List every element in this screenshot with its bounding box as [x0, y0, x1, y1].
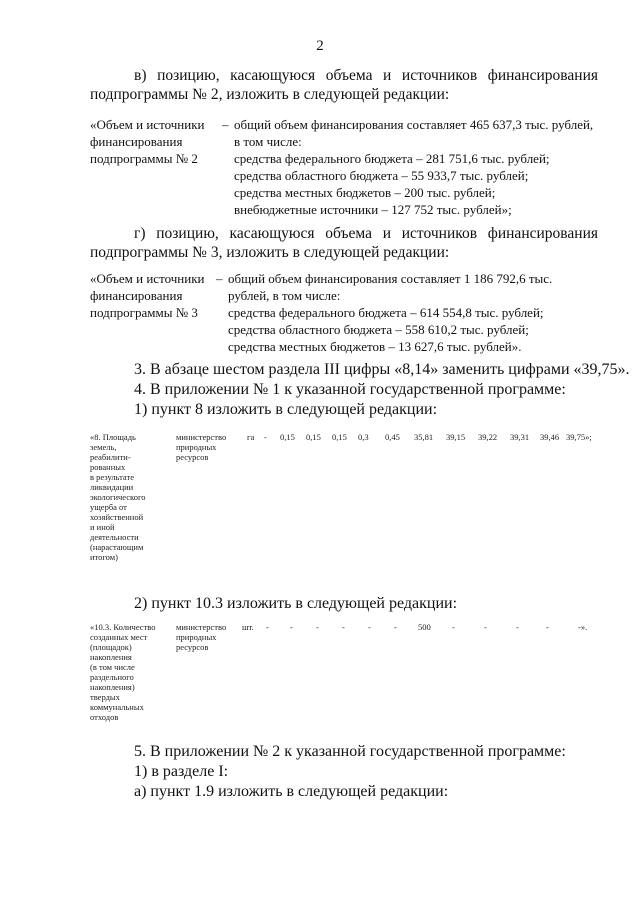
paragraph-g	[90, 224, 598, 262]
funding-label-3-line: «Объем и источники	[90, 271, 205, 286]
table-10-3-value: -	[316, 622, 319, 632]
table-10-3-unit: шт.	[242, 622, 254, 632]
table-8-value: 0,15	[332, 432, 347, 442]
table-10-3-value: -	[516, 622, 519, 632]
table-8-name	[90, 432, 146, 562]
table-8-ministry-line: министерство	[176, 432, 227, 442]
funding-text-2-line: средства областного бюджета – 55 933,7 тыс. рублей;	[234, 168, 529, 183]
item-3: 3. В абзаце шестом раздела III цифры «8,14» заменить цифрами «39,75».	[134, 361, 630, 378]
table-8-value: 39,15	[446, 432, 466, 442]
paragraph-g-line-1: г) позицию, касающуюся объема и источников финансирования	[134, 225, 598, 242]
funding-label-2-line: подпрограммы № 2	[90, 151, 198, 166]
table-8-value: 0,3	[358, 432, 369, 442]
table-8-value: 39,22	[478, 432, 498, 442]
table-10-3-ministry-line: министерство	[176, 622, 227, 632]
table-8-name-line: земель,	[90, 442, 117, 452]
table-10-3-name-line: «10.3. Количество	[90, 622, 156, 632]
table-8-value: 0,15	[306, 432, 321, 442]
funding-label-2-line: финансирования	[90, 134, 183, 149]
table-8-value: 39,31	[510, 432, 530, 442]
item-5: 5. В приложении № 2 к указанной государственной программе:	[134, 743, 566, 760]
item-5-1-a: а) пункт 1.9 изложить в следующей редакции:	[134, 783, 449, 800]
funding-text-3-line: рублей, в том числе:	[228, 288, 341, 303]
funding-text-2-line: внебюджетные источники – 127 752 тыс. рублей»;	[234, 202, 512, 217]
item-4-2: 2) пункт 10.3 изложить в следующей редакции:	[134, 595, 458, 612]
funding-text-2-line: в том числе:	[234, 134, 302, 149]
table-10-3-name-line: накопления)	[90, 682, 135, 692]
table-10-3-ministry-line: природных	[176, 632, 217, 642]
paragraph-g-line-2: подпрограммы № 3, изложить в следующей редакции:	[90, 244, 450, 261]
table-10-3-value: -	[484, 622, 487, 632]
table-10-3-name-line: твердых	[90, 692, 120, 702]
table-10-3-value: -	[342, 622, 345, 632]
table-8-values	[0, 432, 640, 444]
table-10-3-value: 500	[418, 622, 431, 632]
funding-text-3-line: средства федерального бюджета – 614 554,8 тыс. рублей;	[228, 305, 544, 320]
table-10-3-value: -	[266, 622, 269, 632]
table-10-3-name-line: коммунальных	[90, 702, 144, 712]
table-8-name-line: «8. Площадь	[90, 432, 136, 442]
funding-text-3-line: общий объем финансирования составляет 1 186 792,6 тыс.	[228, 271, 553, 286]
table-8-name-line: рованных	[90, 462, 126, 472]
funding-label-3-line: подпрограммы № 3	[90, 305, 198, 320]
table-10-3-ministry-line: ресурсов	[176, 642, 209, 652]
table-8-name-line: деятельности	[90, 532, 139, 542]
table-8-unit: га	[247, 432, 255, 442]
table-10-3-value: -	[368, 622, 371, 632]
table-8-name-line: и иной	[90, 522, 115, 532]
table-8-ministry-line: ресурсов	[176, 452, 209, 462]
table-8-name-line: в результате	[90, 472, 134, 482]
funding-text-2	[234, 116, 593, 218]
table-8-name-line: хозяйственной	[90, 512, 144, 522]
table-8-value: 39,75»;	[566, 432, 592, 442]
table-10-3-name-line: отходов	[90, 712, 119, 722]
funding-label-3	[90, 270, 204, 321]
table-10-3-values	[0, 622, 640, 634]
funding-text-3-line: средства местных бюджетов – 13 627,6 тыс. рублей».	[228, 339, 522, 354]
funding-dash-3: –	[216, 271, 223, 286]
table-10-3-value: -	[290, 622, 293, 632]
table-8-value: 0,15	[280, 432, 295, 442]
table-8-value: 0,45	[385, 432, 400, 442]
funding-text-2-line: средства местных бюджетов – 200 тыс. рублей;	[234, 185, 496, 200]
funding-text-3	[228, 270, 552, 355]
table-8-name-line: итогом)	[90, 552, 118, 562]
table-10-3-name-line: накопления	[90, 652, 132, 662]
funding-label-3-line: финансирования	[90, 288, 183, 303]
funding-dash-2: –	[222, 117, 229, 132]
table-8-value: 39,46	[540, 432, 560, 442]
table-10-3-name-line: раздельного	[90, 672, 134, 682]
paragraph-v	[90, 66, 598, 104]
table-8-name-line: экологического	[90, 492, 146, 502]
item-4: 4. В приложении № 1 к указанной государственной программе:	[134, 381, 566, 398]
table-10-3-name-line: (в том числе	[90, 662, 135, 672]
paragraph-v-line-1: в) позицию, касающуюся объема и источников финансирования	[134, 67, 598, 84]
table-8-ministry-line: природных	[176, 442, 217, 452]
funding-text-2-line: общий объем финансирования составляет 465 637,3 тыс. рублей,	[234, 117, 594, 132]
table-8-name-line: (нарастающим	[90, 542, 144, 552]
funding-text-3-line: средства областного бюджета – 558 610,2 тыс. рублей;	[228, 322, 529, 337]
item-5-1: 1) в разделе I:	[134, 763, 229, 780]
item-4-1: 1) пункт 8 изложить в следующей редакции:	[134, 401, 438, 418]
table-8-name-line: ликвидации	[90, 482, 134, 492]
table-10-3-value: -	[452, 622, 455, 632]
table-10-3-value: -	[394, 622, 397, 632]
table-10-3-name	[90, 622, 156, 722]
funding-label-2	[90, 116, 204, 167]
table-10-3-value: -	[546, 622, 549, 632]
table-8-value: 35,81	[414, 432, 434, 442]
table-8-name-line: ущерба от	[90, 502, 127, 512]
page-number: 2	[316, 38, 324, 54]
table-8-name-line: реабилити-	[90, 452, 131, 462]
funding-label-2-line: «Объем и источники	[90, 117, 205, 132]
table-10-3-value: -».	[578, 622, 588, 632]
table-10-3-name-line: (площадок)	[90, 642, 132, 652]
paragraph-v-line-2: подпрограммы № 2, изложить в следующей редакции:	[90, 86, 450, 103]
table-10-3-name-line: созданных мест	[90, 632, 148, 642]
table-8-value: -	[264, 432, 267, 442]
funding-text-2-line: средства федерального бюджета – 281 751,6 тыс. рублей;	[234, 151, 550, 166]
